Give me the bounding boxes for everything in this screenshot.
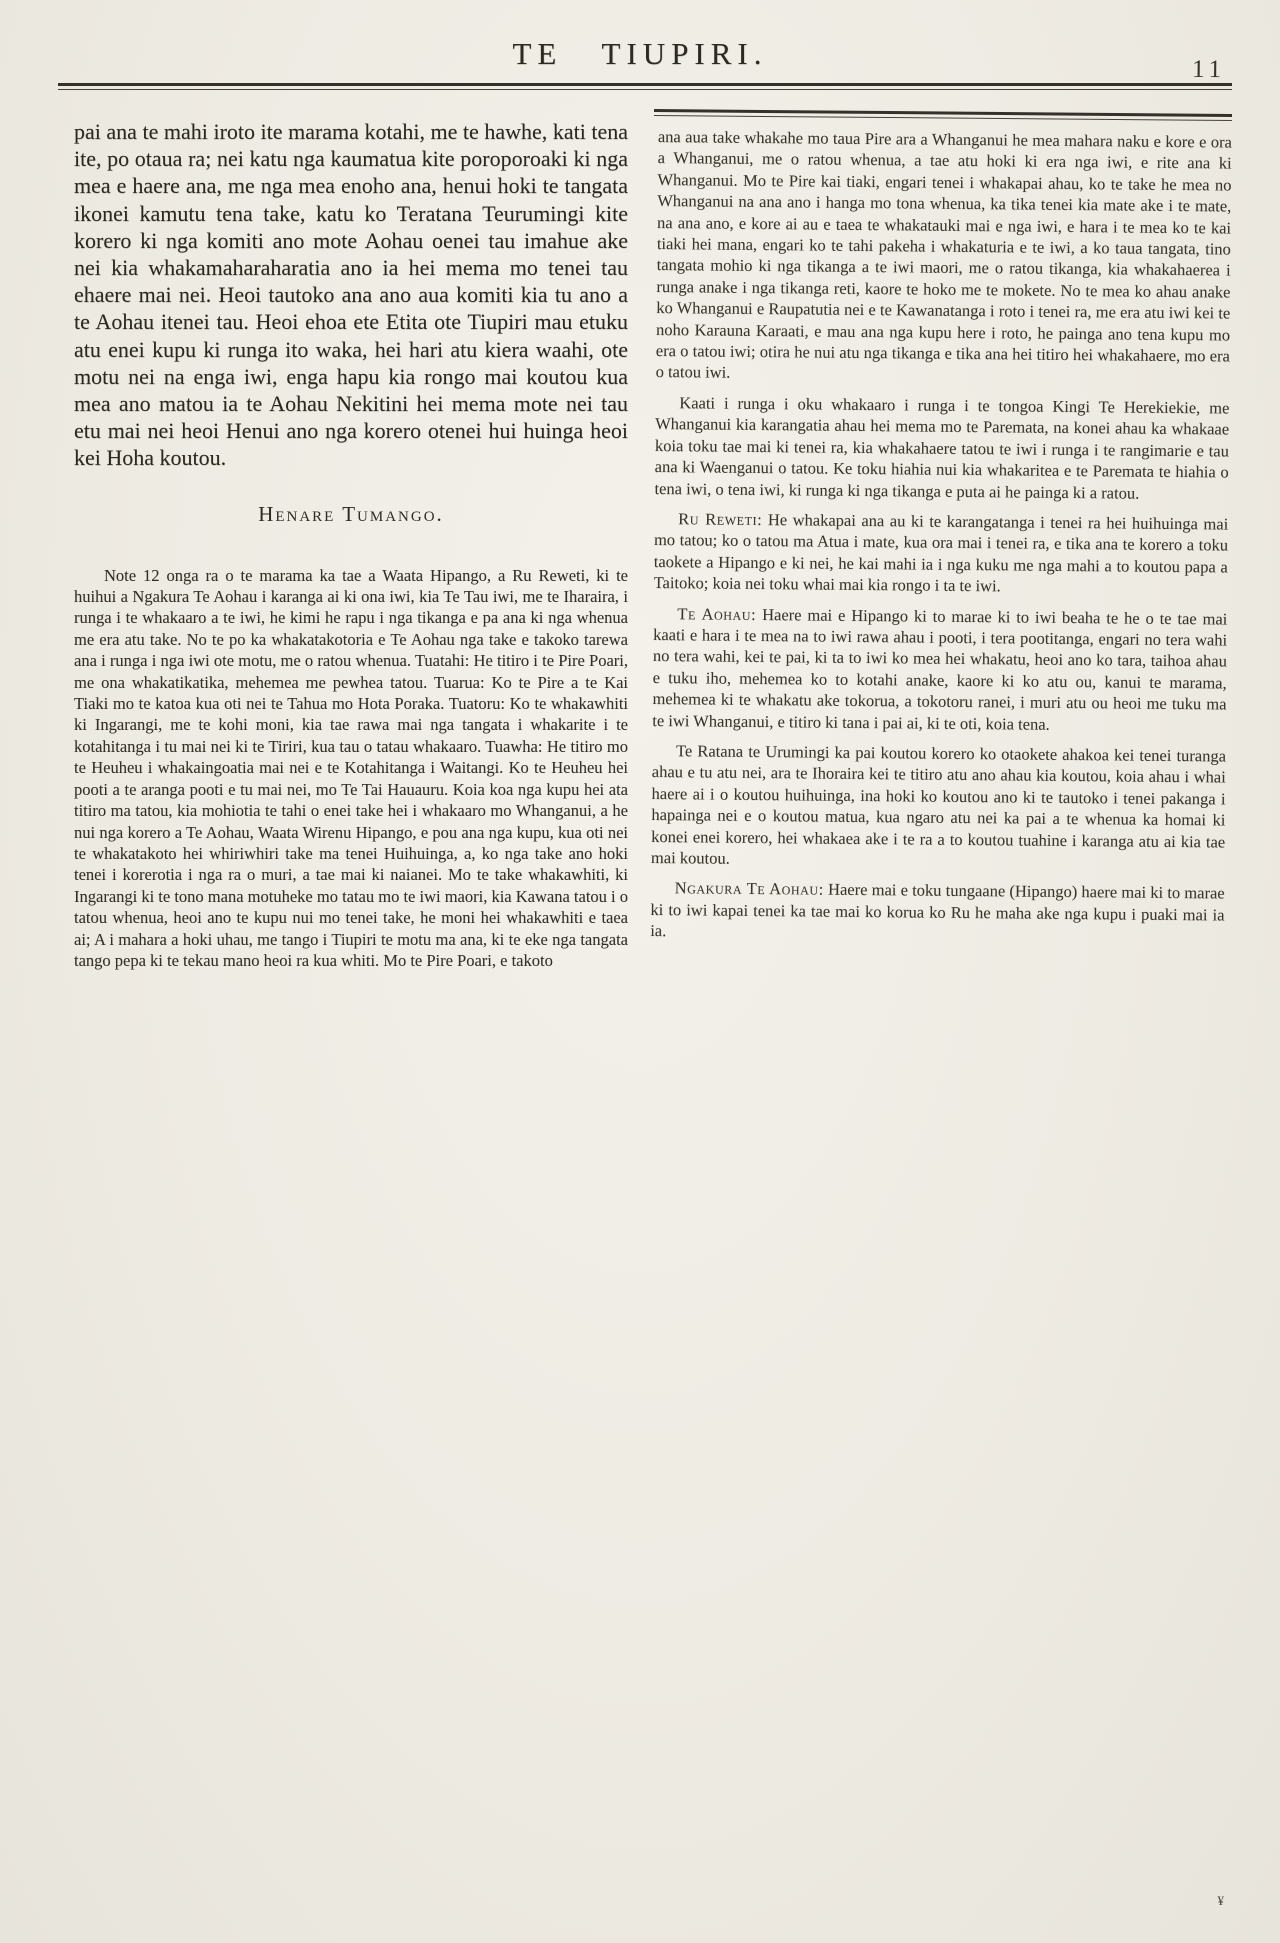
paragraph-text: Haere mai e Hipango ki to marae ki to iwi beaha te he o te tae mai kaati e hara i te mea na to iwi rawa ahau i pooti, i tera pootitanga, engari no tera wahi no tera wahi, kei te pai, ki ta to iwi ko mea hei whakatu, heoi ano ko tara, taihoa ahau e tuku iho, mehemea ko to kotahi anake, kaore ki ko atu ou, kanui te marama, mehemea ki te whakatu ake tokorua, a tokotoru ranei, i muri atu ou heoi me tuku ma te iwi Whanganui, e titiro ki tana i pai ai, ki te oti, koia tena.	[652, 604, 1228, 734]
paragraph-text: Te Ratana te Urumingi ka pai koutou korero ko otaokete ahakoa kei tenei turanga ahau e tu atu nei, ara te Ihoraira kei te titiro atu ano ahau kia koutou, koia ahau i whai haere ai i o koutou huihuinga, ina hoki ko koutou ano ki te tautoko i tenei pakanga i hapainga nei e o koutou matua, kua ngaro atu nei ka pai a te whenua ka homai ki konei enei korero, hei whakaea ake i te ra a to koutou tuahine i karanga atu ai kia tae mai koutou.	[650, 741, 1227, 868]
lead-paragraph: pai ana te mahi iroto ite marama kotahi, me te hawhe, kati tena ite, po otaua ra; nei katu nga kaumatua kite poroporoaki ki nga mea e haere ana, me nga mea enoho ana, henui hoki te tangata ikonei kamutu tena take, katu ko Teratana Teurumingi kite korero ki nga komiti ano mote Aohau oenei tau imahue ake nei kia whakamaharaharatia ano ia hei mema mo tenei tau ehaere mai nei. Heoi tautoko ana ano aua komiti kia tu ano a te Aohau itenei tau. Heoi ehoa ete Etita ote Tiupiri mau etuku atu enei kupu ki runga ito waka, hei hari atu kiera waahi, ote motu nei na enga iwi, enga hapu kia rongo mai koutou kua mea ano matou ia te Aohau Nekitini hei mema mote nei tau etu mai nei heoi Henui ano nga korero otenei hui huinga heoi kei Hoha koutou.	[74, 119, 628, 471]
paragraph-text: ana aua take whakahe mo taua Pire ara a Whanganui he mea mahara naku e kore e ora a Whanganui, me o ratou whenua, a tae atu hoki ki era nga iwi, e rite ana ki Whanganui. Mo te Pire kai tiaki, engari tenei i whakapai ahau, ko te take he mea no Whanganui na ana ano i hanga mo tona whenua, ka tika tenei kia mate ake i te mate, na ana ano, e kore ai au e taea te whakatauki mai e nga iwi, e hara i te mea ko te kai tiaki hei mana, engari ko te tahi pakeha i whakaturia e te iwi, a ko taua tangata, tino tangata mohio ki nga tikanga a te iwi maori, me o ratou tikanga, kia whakahaerea i runga anake i nga tikanga reti, kaore te hoko me te mokete. No te mea ko ahau anake ko Whanganui e Raupatutia nei e te Kawanatanga i roto i tenei ra, me era atu iwi kei te noho Karauna Karaati, e mau ana nga kupu here i roto, he painga ano tena kupu mo era o tatou iwi; otira he nui atu nga tikanga e tika ana hei titiro hei whakahaere, mo era o tatou iwi.	[655, 126, 1232, 383]
header-divider	[58, 83, 1232, 90]
paragraph-kaati	[654, 392, 1229, 505]
printer-mark: ¥	[1217, 1893, 1224, 1908]
paragraph-text: Kaati i runga i oku whakaaro i runga i te tongoa Kingi Te Herekiekie, me Whanganui kia karangatia ahau hei mema mo te Paremata, na konei ahau ka whakaae koia toku tae mai ki tenei ra, kia whakahaere tatou te iwi i runga i te rangimarie e tau ana ki Waenganui o tatou. Ke toku hiahia nui kia whakaritea e te Paremata te hiahia o tena iwi, o tena iwi, ki runga ki nga tikanga e puta ai he painga ki a ratou.	[654, 393, 1230, 503]
left-column	[74, 118, 628, 971]
right-column-divider	[654, 109, 1232, 121]
paragraph-ngakura-te-aohau	[650, 877, 1225, 947]
page-title: TE TIUPIRI.	[512, 36, 768, 71]
right-column	[650, 126, 1232, 956]
note-paragraph: Note 12 onga ra o te marama ka tae a Waata Hipango, a Ru Reweti, ki te huihui a Ngakura Te Aohau i karanga ai ki ona iwi, kia Te Tau iwi, me te Iharaira, i runga i te whakaaro a te iwi, he kimi he rapu i nga tikanga e pa ana ki nga whenua me era atu take. No te po ka whakatakotoria e Te Aohau nga take e takoko tarewa ana i runga i nga iwi ote motu, me o ratou whenua. Tuatahi: He titiro i te Pire Poari, me ona whakatikatika, mehemea me pewhea tatou. Tuarua: Ko te Pire a te Kai Tiaki mo te katoa kua oti nei te Tahua mo Hota Poraka. Tuatoru: Ko te whakawhiti ki Ingarangi, me te kohi moni, kia tae rawa mai nga tangata i whakarite i te kotahitanga i tu mai nei ki te Tiriri, kua tau o tatau whakaaro. Tuawha: He titiro mo te Heuheu i whakaingoatia mai nei e te Kotahitanga i Waitangi. Ko te Heuheu hei pooti a te aranga pooti e tu mai nei, mo Te Tai Hauauru. Koia koa nga kupu hei ata titiro ma tatou, kia mohiotia te tahi o enei take hei i whakaaro mo Whanganui, a he nui nga korero a Te Aohau, Waata Wirenu Hipango, e pou ana nga kupu, kua oti nei te whakatakoto hei whiriwhiri take ma tenei Huihuinga, a, ko nga take ano hoki tenei i korerotia i nga ra o muri, a tae mai ki naianei. Mo te take whakawhiti, ki Ingarangi ki te tono mana motuheke mo tatau mo te iwi maori, kia Kawana tatou i o tatou whenua, heoi ano te kupu nui mo tenei take, he moni hei whakawhiti e taea ai; A i mahara a hoki uhau, me tango i Tiupiri te motu ma ana, ki te eke nga tangata tango pepa ki te tekau mano heoi ra kua whiti. Mo te Pire Poari, e takoto	[74, 565, 628, 970]
speaker-label: Ru Reweti:	[678, 509, 763, 529]
signature-henare-tumango: Henare Tumango.	[258, 501, 444, 526]
page-number: 11	[1191, 55, 1227, 84]
paragraph-ru-reweti	[654, 508, 1229, 599]
speaker-label: Te Aohau:	[677, 603, 757, 624]
paragraph-te-ratana	[651, 740, 1226, 874]
paragraph-text: He whakapai ana au ki te karangatanga i tenei ra hei huihuinga mai mo tatou; ko o tatou ma Atua i mate, kua ora mai i tenei ra, e tika ana te korero a toku taokete a Hipango e ki nei, he kai mahi ia i nga kuku me nga mahi a to koutou papa a Taitoko; koia nei toku whai mai kia rongo i ta te iwi.	[653, 509, 1229, 596]
paragraph-continuation	[656, 126, 1232, 388]
paragraph-te-aohau	[652, 603, 1227, 737]
speaker-label: Ngakura Te Aohau:	[674, 878, 824, 900]
paragraph-text: Haere mai e toku tungaane (Hipango) haere mai ki to marae ki to iwi kapai tenei ka tae mai ko korua ko Ru he maha ake nga kupu i puaki mai ia ia.	[650, 880, 1225, 941]
